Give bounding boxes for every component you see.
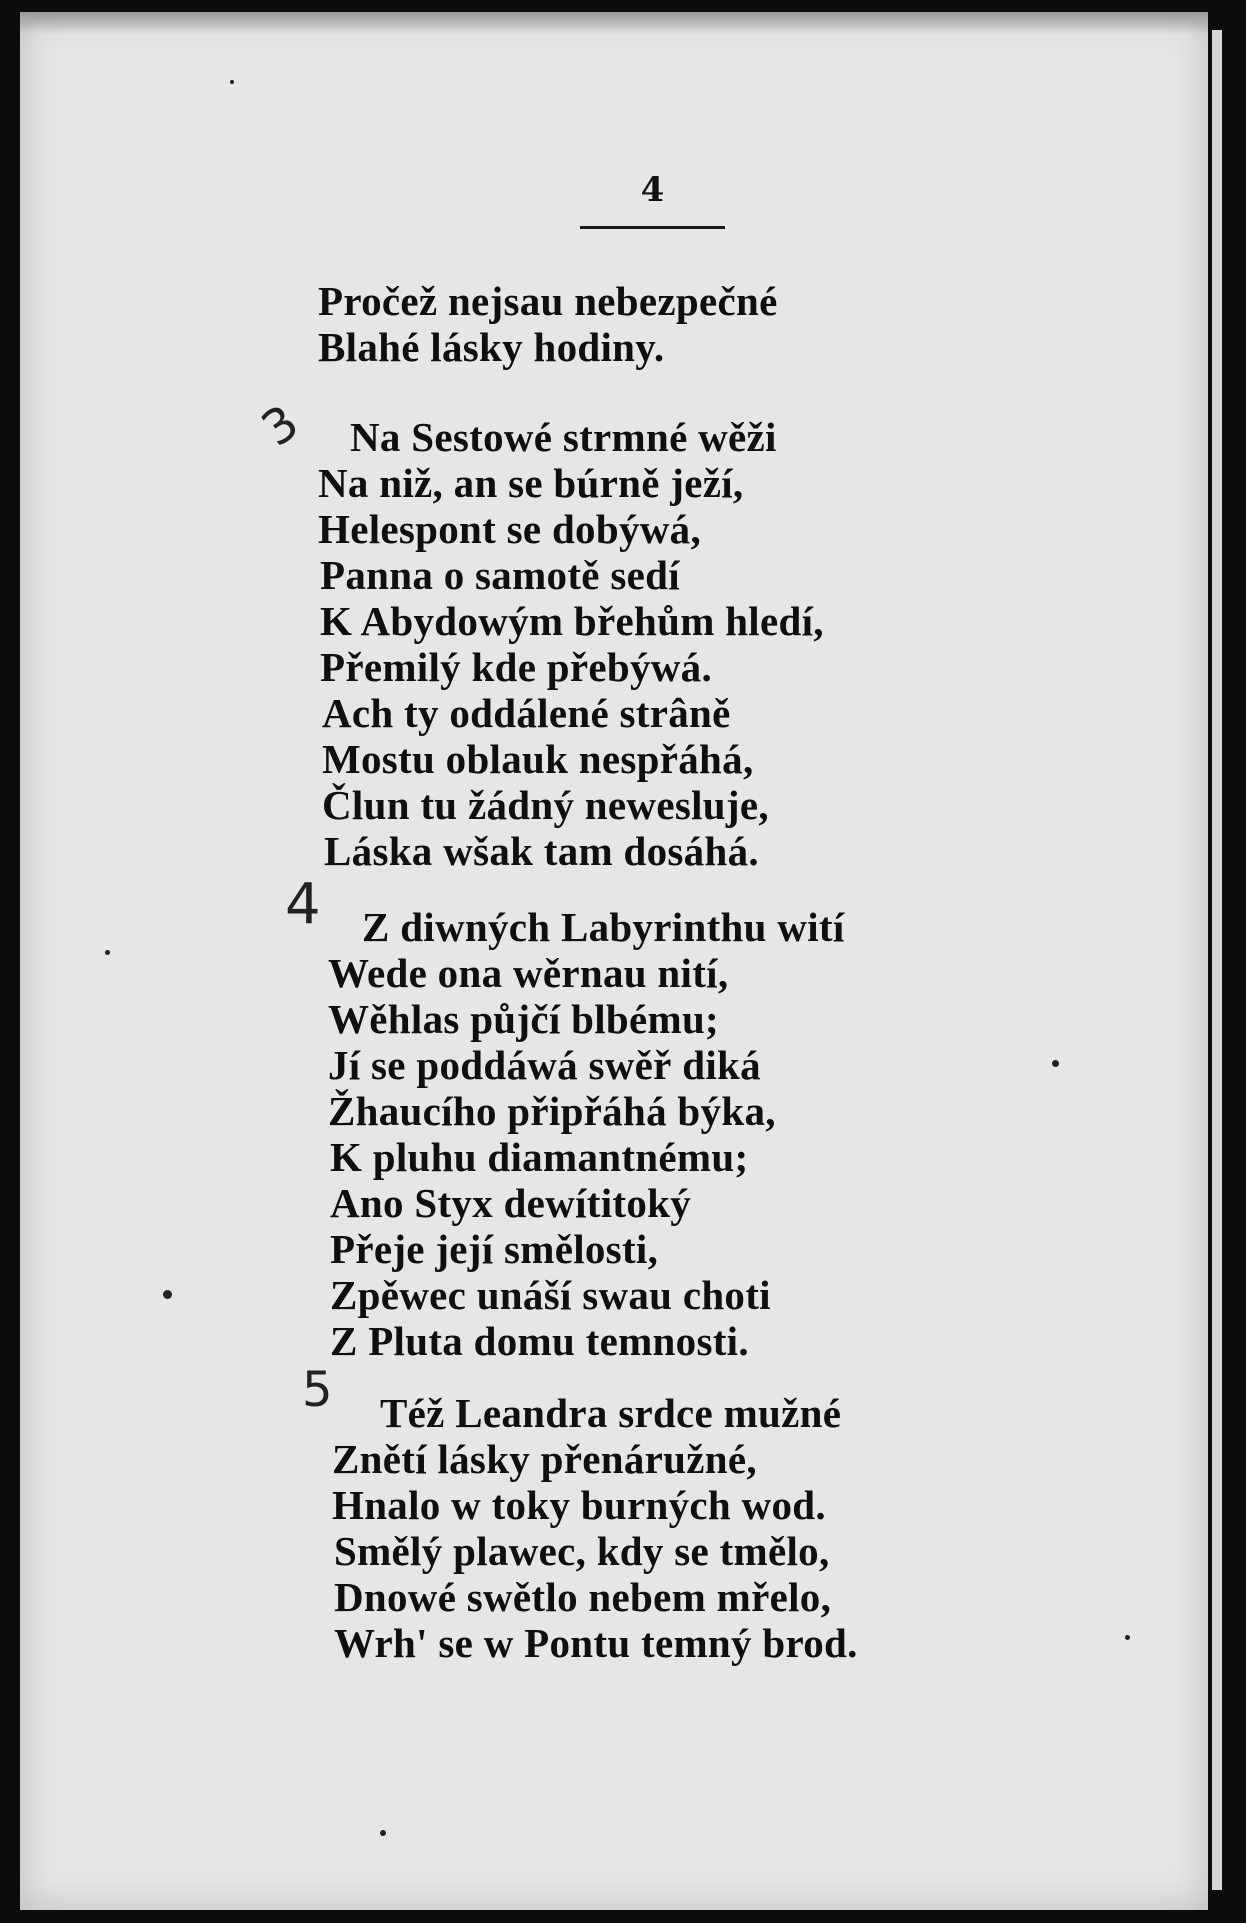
poem-line: Přeje její smělosti, (330, 1226, 659, 1272)
bleed-through-shadow (880, 820, 1030, 1000)
poem-line: Dnowé swětlo nebem mřelo, (334, 1574, 832, 1620)
handwritten-stanza-number: 3 (251, 394, 309, 458)
scan-speck (1125, 1635, 1130, 1640)
poem-line: Mostu oblauk nespřáhá, (322, 736, 754, 782)
poem-line: Wrh' se w Pontu temný brod. (334, 1620, 858, 1666)
poem-line: Žhaucího připřáhá býka, (328, 1088, 776, 1134)
poem-line: Hnalo w toky burných wod. (332, 1482, 826, 1528)
page-number: 4 (640, 170, 665, 210)
poem-line: Jí se poddáwá swěř diká (328, 1042, 761, 1088)
poem-line: Smělý plawec, kdy se tmělo, (334, 1528, 830, 1574)
page-number-rule (580, 226, 725, 229)
scan-speck (105, 950, 110, 955)
poem-line: Z Pluta domu temnosti. (330, 1318, 749, 1364)
handwritten-stanza-number: 4 (285, 872, 321, 937)
poem-line: K pluhu diamantnému; (330, 1134, 749, 1180)
poem-line: Helespont se dobýwá, (318, 506, 702, 552)
adjacent-page-edge (1212, 30, 1222, 1890)
poem-line: Wede ona wěrnau nití, (328, 950, 729, 996)
poem-line: Znětí lásky přenáružné, (332, 1436, 757, 1482)
poem-line: Ach ty oddálené strâně (322, 690, 731, 736)
poem-line: Panna o samotě sedí (320, 552, 680, 598)
poem-line: Pročež nejsau nebezpečné (318, 278, 778, 324)
poem-line: Ano Styx dewítitoký (330, 1180, 692, 1226)
scan-speck (1052, 1060, 1059, 1067)
poem-line: Blahé lásky hodiny. (318, 324, 665, 370)
poem-line: Z diwných Labyrinthu wití (362, 904, 845, 950)
scan-speck (230, 80, 234, 84)
handwritten-stanza-number: 5 (302, 1362, 333, 1418)
poem-line: Člun tu žádný newesluje, (322, 782, 769, 828)
scan-speck (163, 1290, 172, 1299)
poem-line: K Abydowým břehům hledí, (320, 598, 824, 644)
poem-line: Zpěwec unáší swau choti (330, 1272, 771, 1318)
poem-line: Na niž, an se búrně ježí, (318, 460, 744, 506)
page-top-shadow (20, 12, 1208, 34)
poem-line: Na Sestowé strmné wěži (350, 414, 777, 460)
poem-line: Též Leandra srdce mužné (380, 1390, 842, 1436)
poem-line: Láska wšak tam dosáhá. (324, 828, 759, 874)
poem-line: Přemilý kde přebýwá. (320, 644, 713, 690)
scan-speck (380, 1830, 386, 1836)
poem-line: Wěhlas půjčí blbému; (328, 996, 719, 1042)
